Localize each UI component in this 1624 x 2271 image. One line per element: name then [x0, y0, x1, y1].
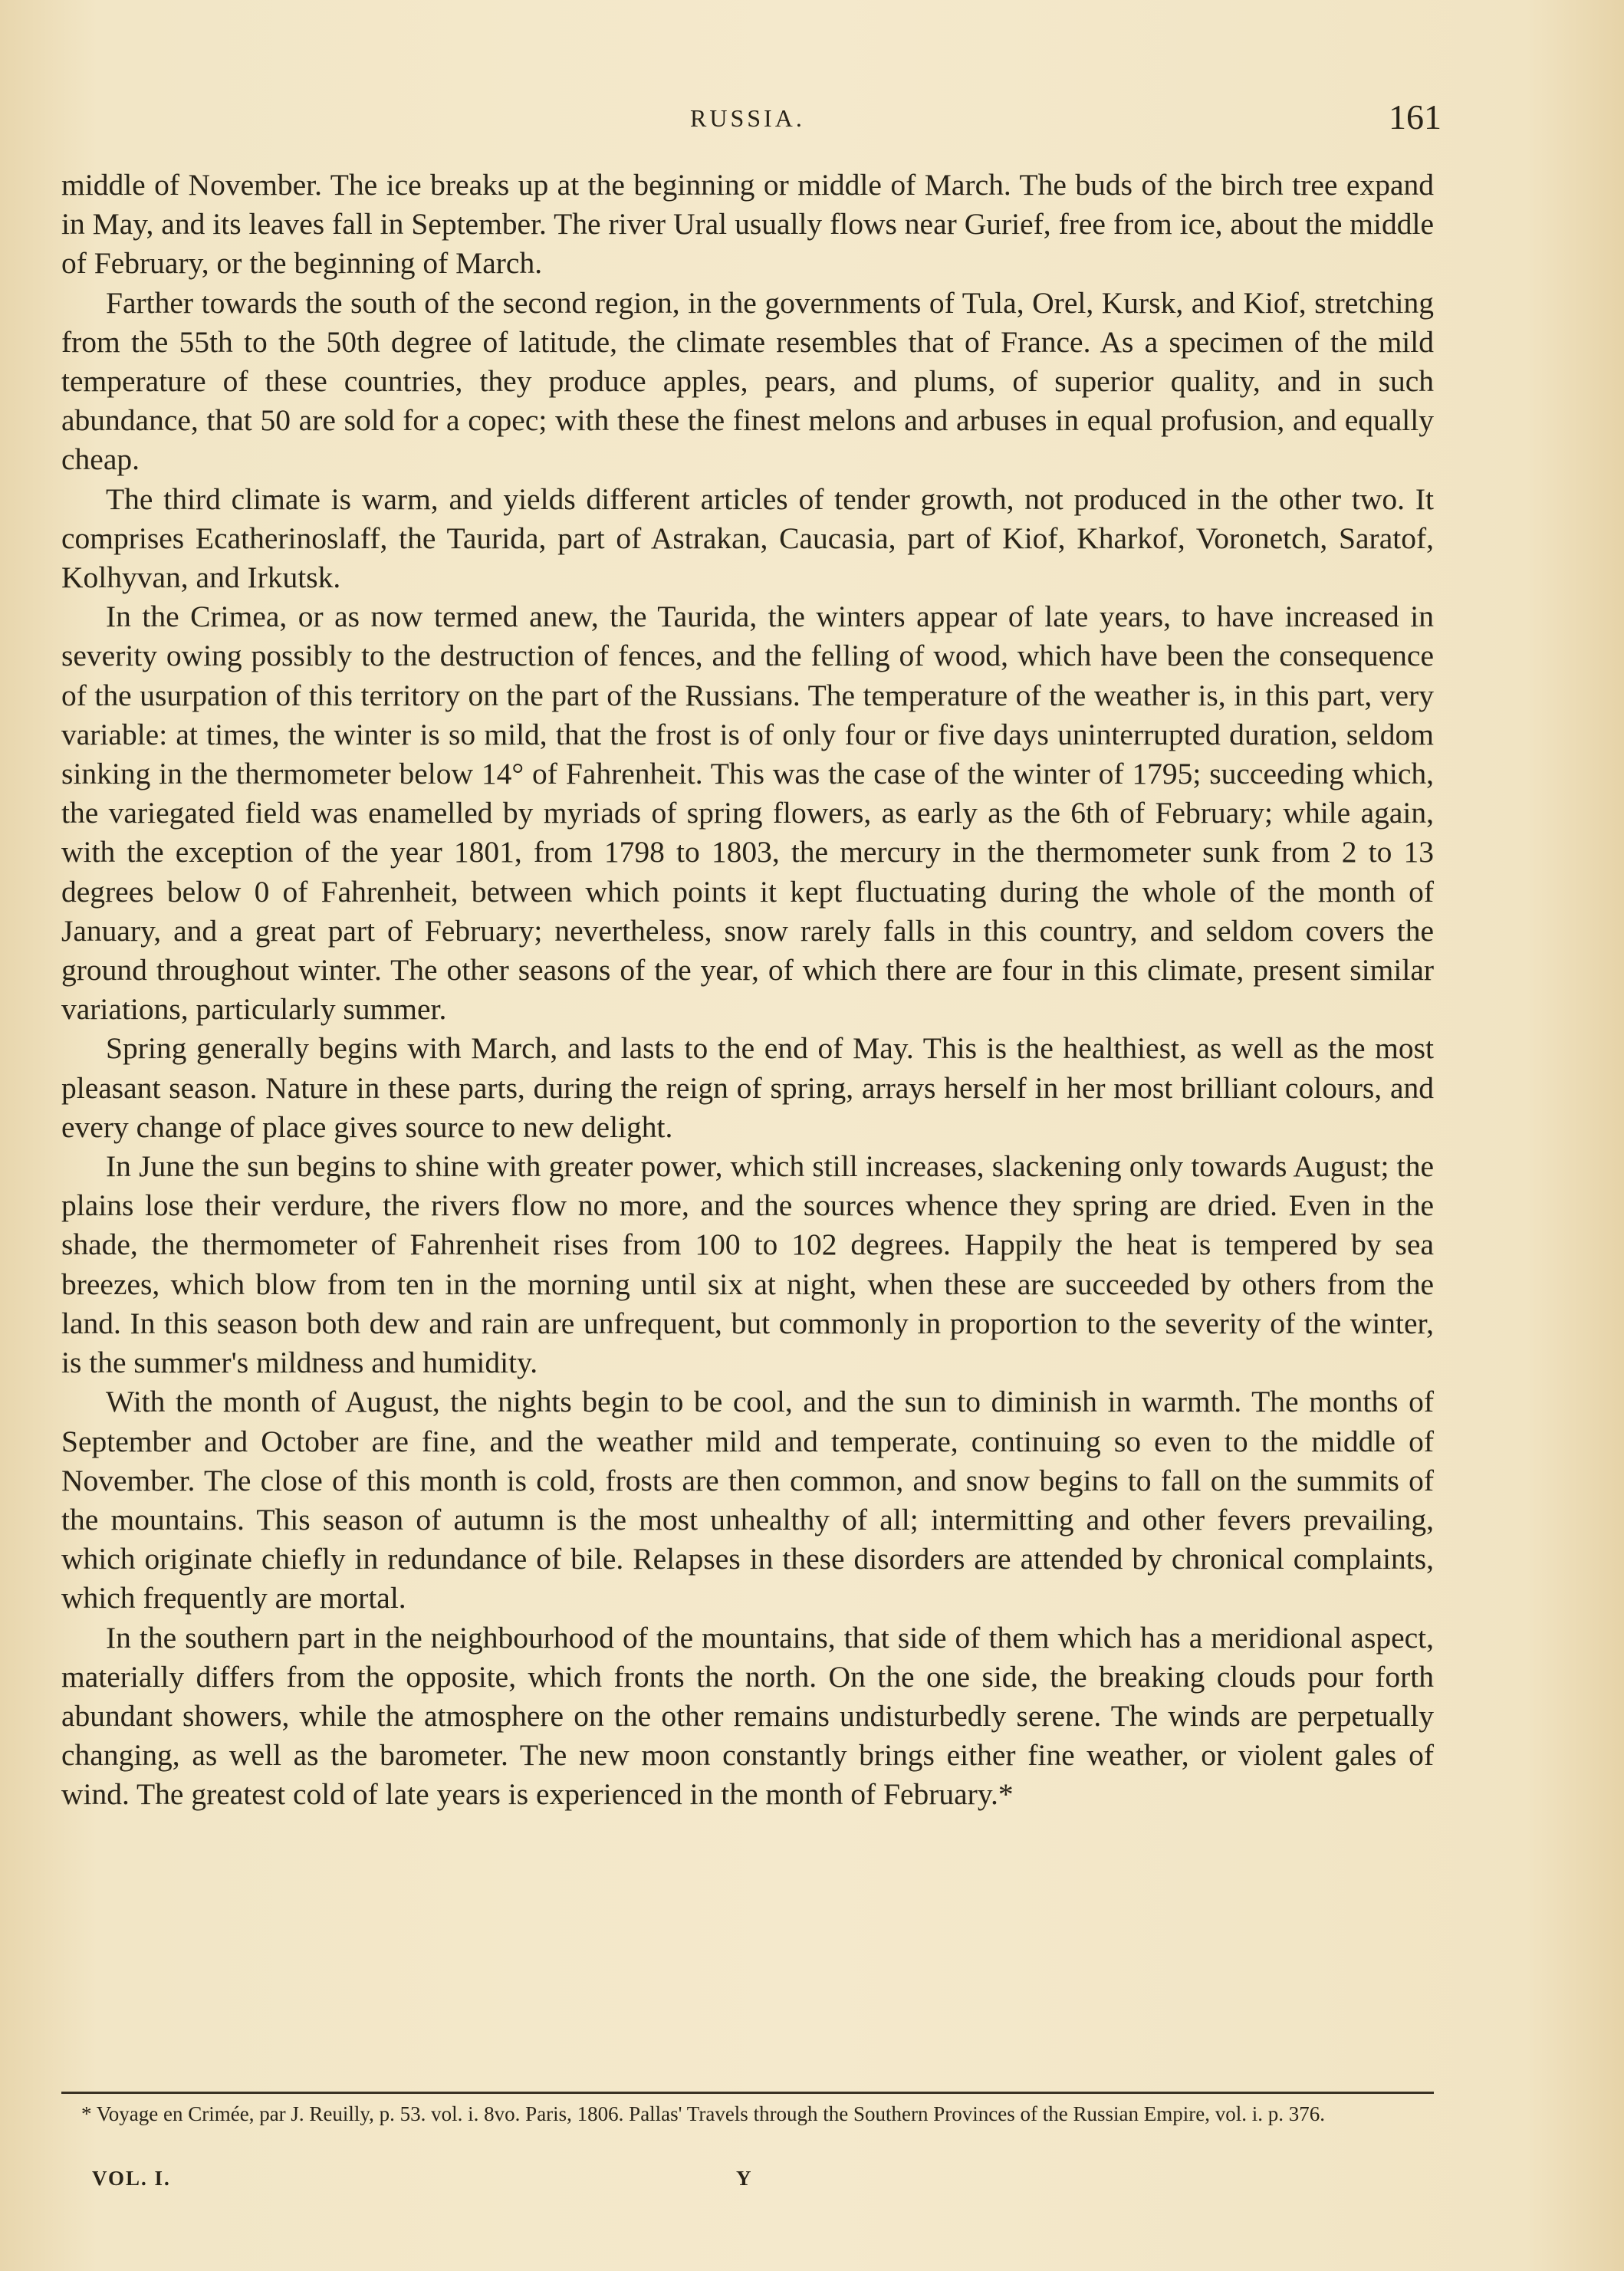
footnote	[61, 2101, 1434, 2127]
page-header	[61, 97, 1442, 143]
paragraph: With the month of August, the nights begin to be cool, and the sun to diminish in warmth. The months of September and October are fine, and the weather mild and temperate, continuing so even to the middle of November. The close of this month is cold, frosts are then common, and snow begins to fall on the summits of the mountains. This season of autumn is the most unhealthy of all; intermitting and other fevers prevailing, which originate chiefly in redundance of bile. Relapses in these disorders are attended by chronical complaints, which frequently are mortal.	[61, 1385, 1434, 1615]
signature-line	[92, 2167, 859, 2197]
paragraph: middle of November. The ice breaks up at the beginning or middle of March. The buds of the birch tree expand in May, and its leaves fall in September. The river Ural usually flows near Gurief, free from ice, about the middle of February, or the beginning of March.	[61, 168, 1434, 281]
paragraph: In the southern part in the neighbourhood of the mountains, that side of them which has a meridional aspect, materially differs from the opposite, which fronts the north. On the one side, the breaking clouds pour forth abundant showers, while the atmosphere on the other remains undisturbedly serene. The winds are perpetually changing, as well as the barometer. The new moon constantly brings either fine weather, or violent gales of wind. The greatest cold of late years is experienced in the month of February.*	[61, 1620, 1434, 1812]
paragraph: In the Crimea, or as now termed anew, the Taurida, the winters appear of late years, to have increased in severity owing possibly to the destruction of fences, and the felling of wood, which have been the consequence of the usurpation of this territory on the part of the Russians. The temperature of the weather is, in this part, very variable: at times, the winter is so mild, that the frost is of only four or five days uninterrupted duration, seldom sinking in the thermometer below 14° of Fahrenheit. This was the case of the winter of 1795; succeeding which, the variegated field was enamelled by myriads of spring flowers, as early as the 6th of February; while again, with the exception of the year 1801, from 1798 to 1803, the mercury in the thermometer sunk from 2 to 13 degrees below 0 of Fahrenheit, between which points it kept fluctuating during the whole of the month of January, and a great part of February; nevertheless, snow rarely falls in this country, and seldom covers the ground throughout winter. The other seasons of the year, of which there are four in this climate, present similar variations, particularly summer.	[61, 600, 1434, 1027]
footnote-rule	[61, 2092, 1434, 2094]
paragraph: The third climate is warm, and yields different articles of tender growth, not produced in the other two. It comprises Ecatherinoslaff, the Taurida, part of Astrakan, Caucasia, part of Kiof, Kharkof, Voronetch, Saratof, Kolhyvan, and Irkutsk.	[61, 481, 1434, 595]
paragraph: Farther towards the south of the second region, in the governments of Tula, Orel, Kursk, and Kiof, stretching from the 55th to the 50th degree of latitude, the climate resembles that of France. As a specimen of the mild temperature of these countries, they produce apples, pears, and plums, of superior quality, and in such abundance, that 50 are sold for a copec; with these the finest melons and arbuses in equal profusion, and equally cheap.	[61, 285, 1434, 477]
page-number: 161	[1389, 97, 1442, 136]
paragraph: In June the sun begins to shine with greater power, which still increases, slackening only towards August; the plains lose their verdure, the rivers flow no more, and the sources whence they spring are dried. Even in the shade, the thermometer of Fahrenheit rises from 100 to 102 degrees. Happily the heat is tempered by sea breezes, which blow from ten in the morning until six at night, when these are succeeded by others from the land. In this season both dew and rain are unfrequent, but commonly in proportion to the severity of the winter, is the summer's mildness and humidity.	[61, 1149, 1434, 1380]
body-text	[61, 166, 1434, 1815]
signature-mark: Y	[736, 2167, 753, 2190]
running-title: RUSSIA.	[690, 104, 805, 132]
footnote-text: * Voyage en Crimée, par J. Reuilly, p. 53. vol. i. 8vo. Paris, 1806. Pallas' Travels through the Southern Provinces of the Russian Empire, vol. i. p. 376.	[81, 2102, 1325, 2125]
volume-mark: VOL. I.	[92, 2167, 171, 2190]
paragraph: Spring generally begins with March, and lasts to the end of May. This is the healthiest, as well as the most pleasant season. Nature in these parts, during the reign of spring, arrays herself in her most brilliant colours, and every change of place gives source to new delight.	[61, 1031, 1434, 1144]
